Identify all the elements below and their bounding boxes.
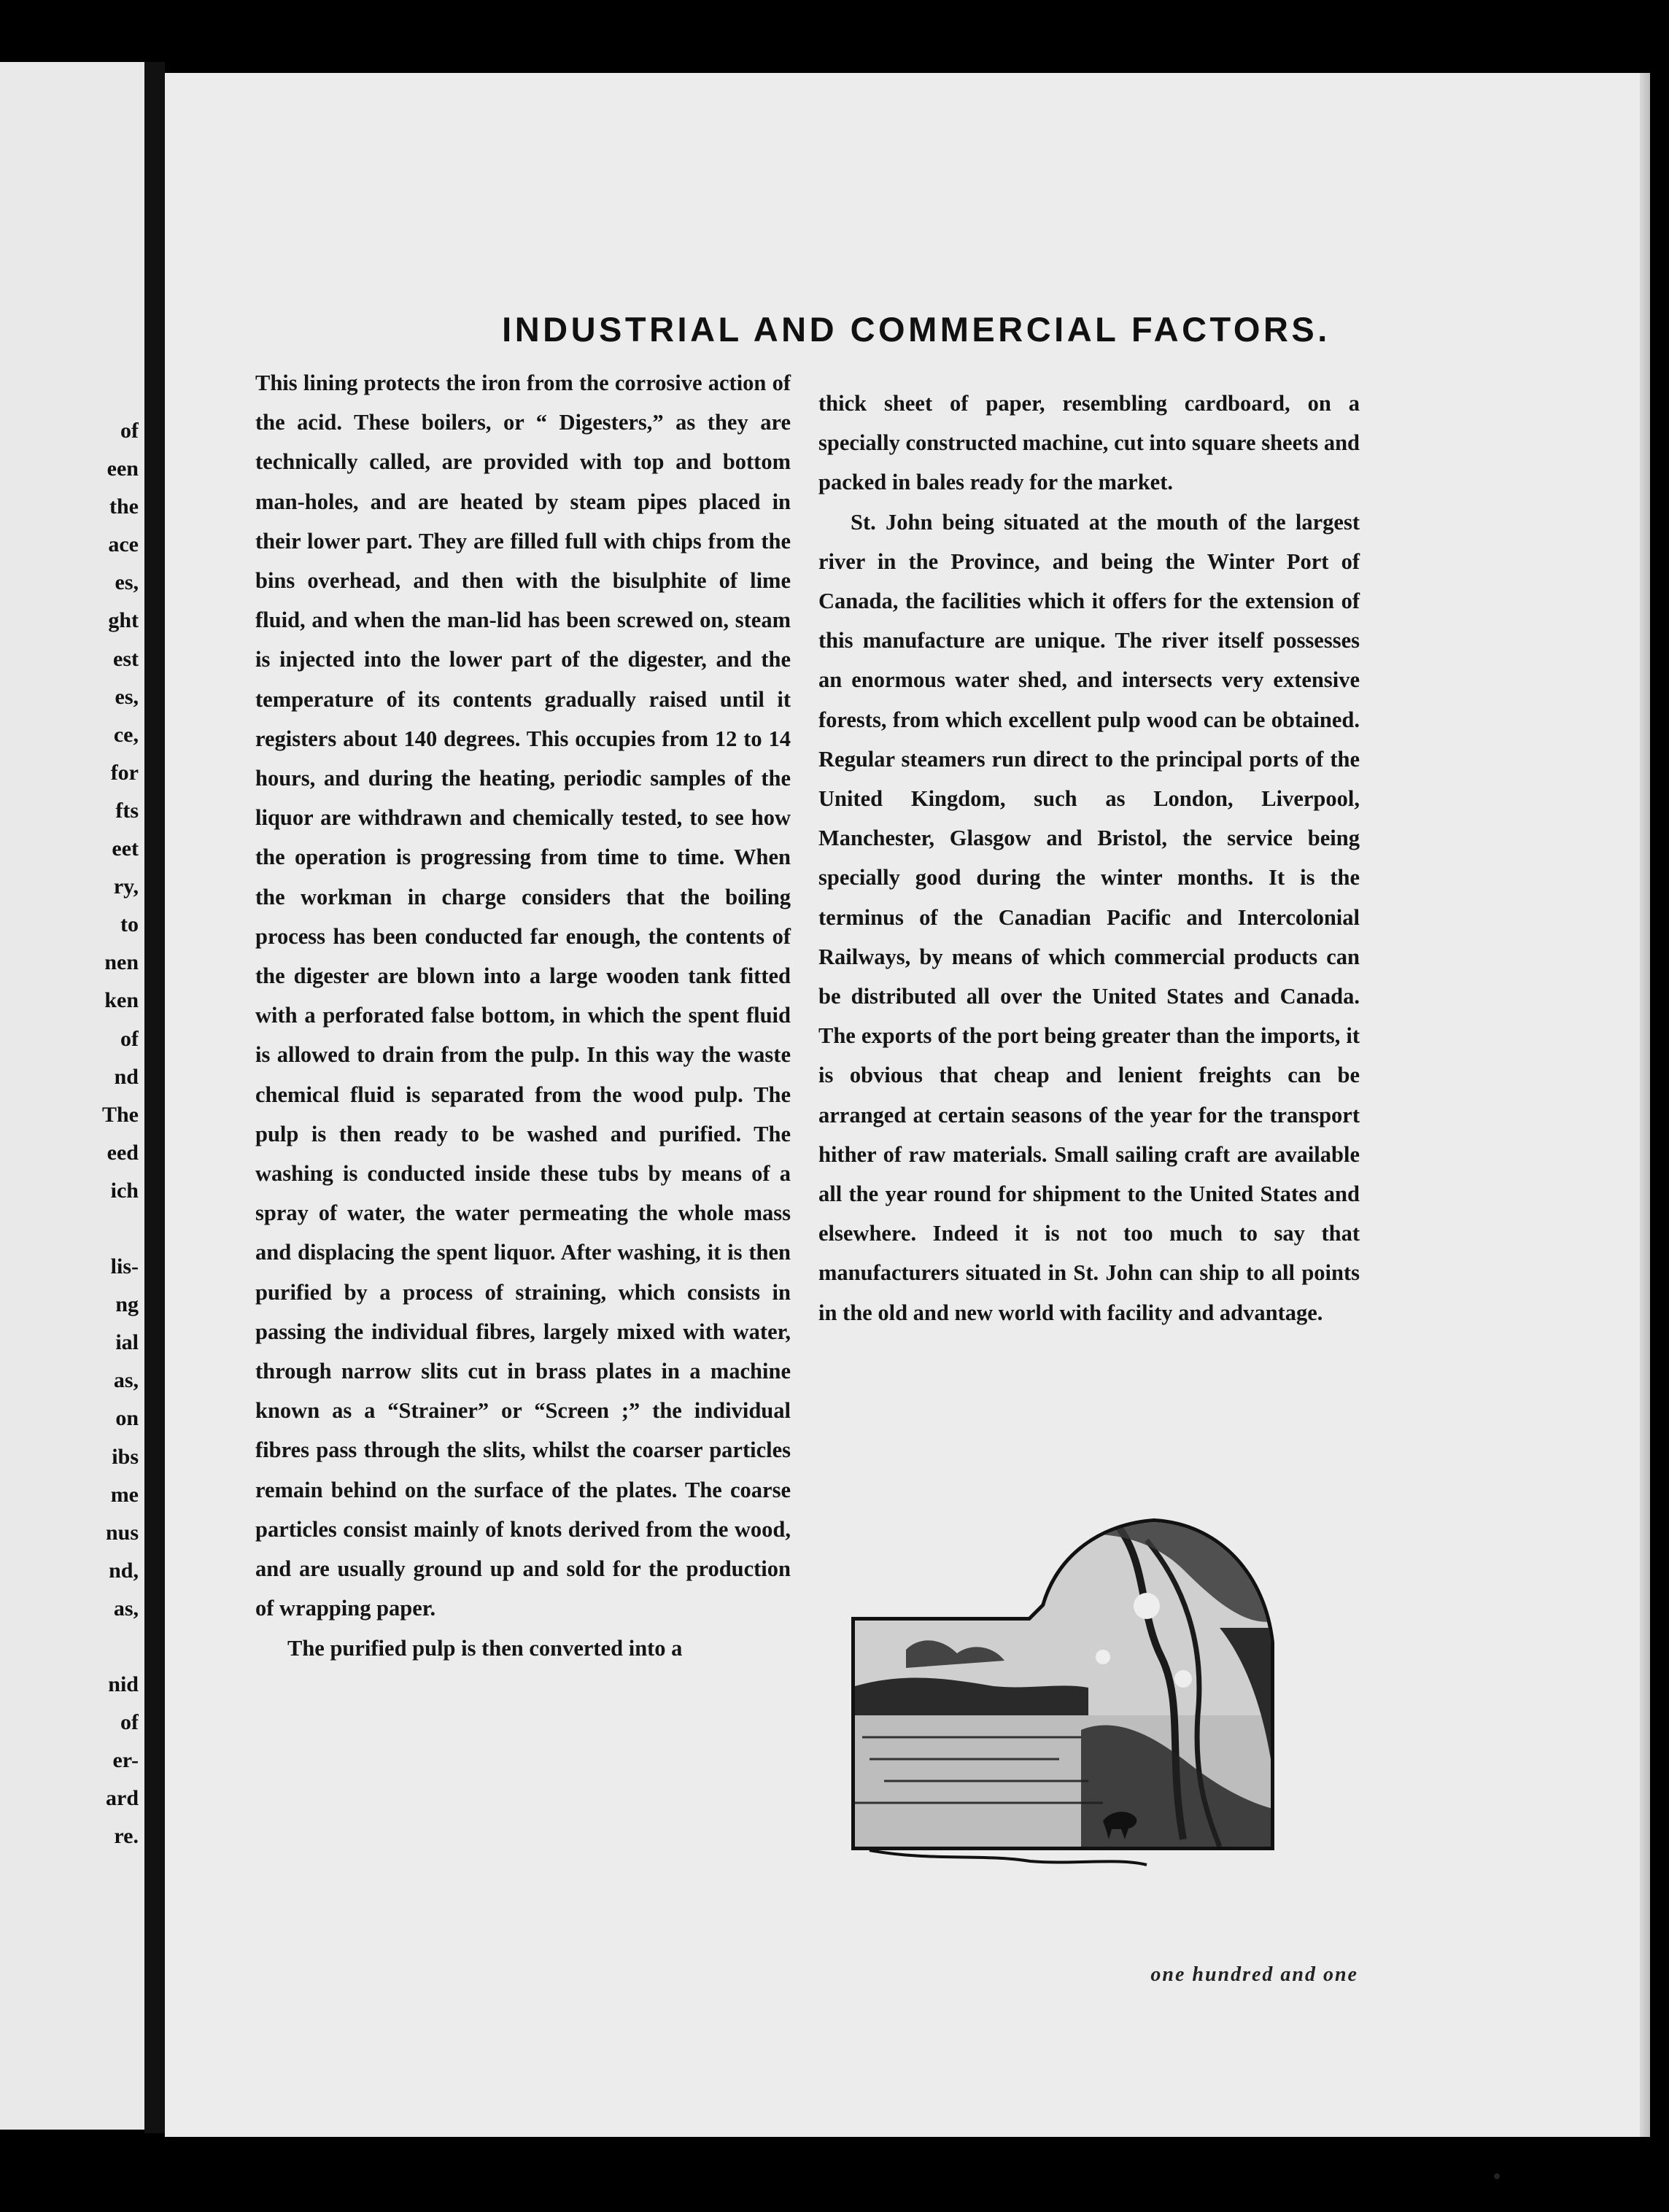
facing-page-fragment: re. (114, 1824, 139, 1849)
facing-page-fragment: nen (104, 950, 139, 975)
facing-page-fragment: nd (114, 1064, 139, 1089)
facing-page-fragment: ial (115, 1330, 139, 1355)
ink-speck (1494, 2173, 1500, 2179)
right-paragraph-2: St. John being situated at the mouth of the largest river in the Province, and being the Winter Port of Canada, the facilities which it offers for the extension of this manufacture are unique. The river itself possesses an enormous water shed, and intersects very extensive forests, from which excellent pulp wood can be obtained. Regular steamers run direct to the principal ports of the United Kingdom, such as London, Liverpool, Manchester, Glasgow and Bristol, the service being specially good during the winter months. It is the terminus of the Canadian Pacific and Intercolonial Railways, by means of which commercial products can be distributed all over the United States and Canada. The exports of the port being greater than the imports, it is obvious that cheap and lenient freights can be arranged at certain seasons of the year for the transport hither of raw materials. Small sailing craft are available all the year round for shipment to the United States and elsewhere. Indeed it is not too much to say that manufacturers situated in St. John can ship to all points in the old and new world with facility and advantage. (818, 509, 1360, 1325)
facing-page-fragment: the (109, 494, 139, 519)
right-column (818, 384, 1360, 1332)
facing-page-fragment: es, (115, 570, 139, 595)
facing-page-fragment: ce, (113, 722, 139, 747)
facing-page (0, 62, 144, 2130)
river-landscape-engraving-icon (840, 1497, 1285, 1905)
facing-page-fragment: nid (108, 1672, 139, 1697)
page-edge (1640, 73, 1650, 2137)
facing-page-fragment: ard (106, 1786, 139, 1811)
left-paragraph-1: This lining protects the iron from the corrosive action of the acid. These boilers, or “ Digesters,” as they are technically called, are provided with top and bottom man-holes, and are heated by steam pipes placed in their lower part. They are filled full with chips from the bins overhead, and then with the bisulphite of lime fluid, and when the man-lid has been screwed on, steam is injected into the lower part of the digester, and the temperature of its contents gradually raised until it registers about 140 degrees. This occupies from 12 to 14 hours, and during the heating, periodic samples of the liquor are withdrawn and chemically tested, to see how the operation is progressing from time to time. When the workman in charge considers that the boiling process has been conducted far enough, the contents of the digester are blown into a large wooden tank fitted with a perforated false bottom, in which the spent fluid is allowed to drain from the pulp. In this way the waste chemical fluid is separated from the wood pulp. The pulp is then ready to be washed and purified. The washing is conducted inside these tubs by means of a spray of water, the water permeating the whole mass and displacing the spent liquor. After washing, it is then purified by a process of straining, which consists in passing the individual fibres, largely mixed with water, through narrow slits cut in brass plates in a machine known as a “Strainer” or “Screen ;” the individual fibres pass through the slits, whilst the coarser particles remain behind on the surface of the plates. The coarse particles consist mainly of knots derived from the wood, and are usually ground up and sold for the production of wrapping paper. (255, 370, 791, 1621)
facing-page-fragment: for (110, 760, 139, 785)
facing-page-fragment: of (120, 419, 139, 443)
facing-page-fragment: lis- (110, 1254, 139, 1279)
left-column (255, 363, 791, 1668)
facing-page-fragment: ght (108, 608, 139, 633)
facing-page-fragment: of (120, 1710, 139, 1735)
facing-page-fragment: as, (113, 1368, 139, 1393)
facing-page-fragment: ry, (113, 874, 139, 899)
facing-page-fragment: een (107, 457, 139, 481)
facing-page-fragment: as, (113, 1596, 139, 1621)
facing-page-fragment: on (115, 1406, 139, 1431)
facing-page-fragment: est (113, 646, 139, 671)
facing-page-fragment: eet (112, 837, 139, 861)
facing-page-fragment: ken (104, 988, 139, 1013)
facing-page-fragment: me (110, 1482, 139, 1507)
left-paragraph-2: The purified pulp is then converted into a (287, 1635, 683, 1661)
facing-page-fragment: ng (115, 1292, 139, 1317)
facing-page-fragment: ace (108, 532, 139, 557)
facing-page-fragment: nd, (109, 1558, 139, 1583)
facing-page-text-fragments (0, 412, 139, 1856)
facing-page-fragment: to (120, 912, 139, 937)
right-paragraph-1: thick sheet of paper, resembling cardboard, on a specially constructed machine, cut into square sheets and packed in bales ready for the market. (818, 391, 1360, 495)
facing-page-fragment: fts (115, 798, 139, 823)
page-number-folio: one hundred and one (1150, 1963, 1358, 1986)
page-heading: INDUSTRIAL AND COMMERCIAL FACTORS. (502, 310, 1331, 349)
book-page (165, 73, 1650, 2137)
facing-page-fragment: nus (105, 1520, 139, 1545)
facing-page-fragment: ich (110, 1178, 139, 1203)
facing-page-fragment: es, (115, 684, 139, 709)
facing-page-fragment (0, 1210, 139, 1248)
facing-page-fragment: eed (107, 1140, 139, 1165)
facing-page-fragment: The (101, 1102, 139, 1127)
facing-page-fragment: ibs (112, 1444, 139, 1469)
facing-page-fragment: er- (112, 1748, 139, 1773)
book-gutter (144, 62, 165, 2133)
facing-page-fragment: of (120, 1026, 139, 1051)
facing-page-fragment (0, 1628, 139, 1666)
